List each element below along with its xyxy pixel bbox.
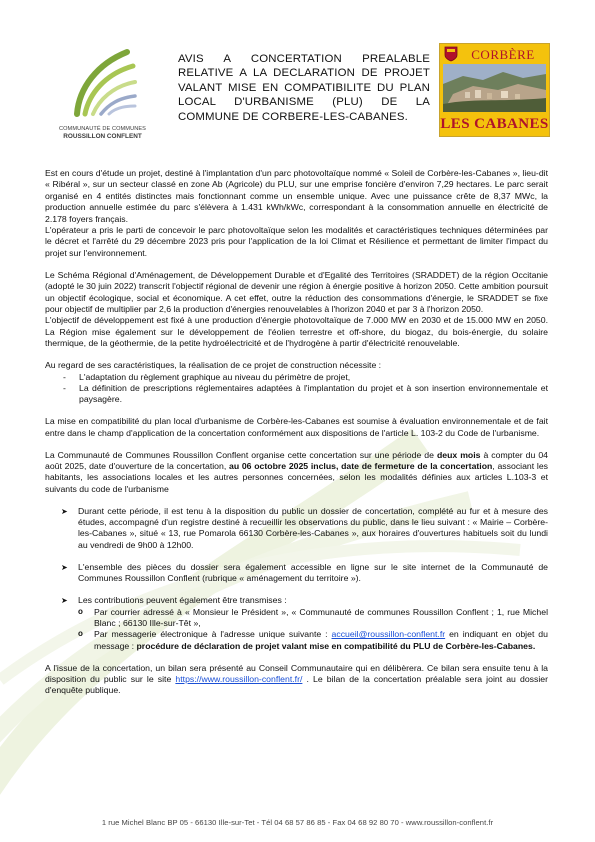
logo-top-text: CORBÈRE xyxy=(471,47,535,62)
paragraph-requirements-intro: Au regard de ses caractéristiques, la réalisation de ce projet de construction nécessite : xyxy=(45,360,382,371)
paragraph-compatibility: La mise en compatibilité du plan local d'urbanisme de Corbère-les-Cabanes est soumise à évaluation environnementale et de fait entre dans le champ d'application de la concertation conformément aux dispositions de l'article L. 103-2 du Code de l'urbanisme. xyxy=(45,416,548,438)
communaute-de-communes-logo xyxy=(55,40,150,145)
closing-date-text: au 06 octobre 2025 inclus, date de fermeture de la concertation xyxy=(228,460,493,471)
arrow-bullet-icon: ➤ xyxy=(61,506,68,516)
list-item xyxy=(45,595,548,606)
village-photo-image xyxy=(443,64,546,112)
arrow-bullet-icon: ➤ xyxy=(61,596,68,606)
paragraph-project: Est en cours d'étude un projet, destiné à l'implantation d'un parc photovoltaïque nommé « Soleil de Corbère-les-Cabanes », lieu-dit « Ribéral », sur un secteur classé en zone Ab (Agricole) du PLU, sur une emprise foncière d'environ 7,29 hectares. Le parc serait organisé en 4 entités distinctes mais fonctionnant comme un ensemble unique. Avec une puissance crête de 8,37 MWc, la production annuelle estimée du parc s'élèvera à 1.431 kWh/kWc, correspondant à la consommation annuelle en électricité de 2.178 foyers français. xyxy=(45,168,548,224)
text-span: à compter du 04 août 2025, date d'ouverture de la concertation, xyxy=(45,449,548,471)
paragraph-objectives: L'objectif de développement est fixé à une production d'énergie photovoltaïque de 7.000 MW en 2030 et de 15.000 MW en 2050. La Région mise également sur le développement de l'éolien terrestre et off-shore, du biogaz, du bois-énergie, du solaire thermique, de la géothermie, de la petite hydroélectricité et de l'hydrogène à partir d'électricité renouvelable. xyxy=(45,315,548,349)
duration-text: deux mois xyxy=(436,449,481,460)
page-title: AVIS A CONCERTATION PREALABLE RELATIVE A LA DECLARATION DE PROJET VALANT MISE EN COMPATIBILITE DU PLAN LOCAL D'URBANISME (PLU) DE LA COMMUNE DE CORBERE-LES-CABANES. xyxy=(178,53,430,123)
website-link[interactable]: https://www.roussillon-conflent.fr/ xyxy=(175,674,303,685)
email-subject-text: procédure de déclaration de projet valant mise en compatibilité du PLU de Corbère-les-Cabanes. xyxy=(136,640,536,651)
arrow-item-text: L'ensemble des pièces du dossier sera également accessible en ligne sur le site internet de la Communauté de Communes Roussillon Conflent (rubrique « aménagement du territoire »). xyxy=(78,561,548,584)
text-span: A l'issue de la concertation, un bilan sera présenté au Conseil Communautaire qui en délibèrera. Ce bilan sera ensuite tenu à la disposition du public sur le site xyxy=(45,662,548,685)
notice-body xyxy=(45,168,548,697)
email-link[interactable]: accueil@roussillon-conflent.fr xyxy=(331,629,446,640)
text-span: . Le bilan de la concertation préalable sera joint au dossier d'enquête publique. xyxy=(45,674,548,696)
paragraph-concertation-period xyxy=(45,450,548,496)
list-item: o Par courrier adressé à « Monsieur le Président », « Communauté de communes Roussillon Conflent ; 1, rue Michel Blanc ; 66130 Ille-sur-Têt », xyxy=(78,607,548,630)
paragraph-conclusion xyxy=(45,663,548,697)
logo-bottom-text: LES CABANES xyxy=(440,116,549,132)
logo-line-2: ROUSSILLON CONFLENT xyxy=(63,133,142,140)
corbere-les-cabanes-logo xyxy=(439,43,550,137)
list-item xyxy=(45,506,548,552)
list-item: - La définition de prescriptions réglementaires adaptées à l'implantation du projet et à son insertion environnementale et paysagère. xyxy=(63,383,548,406)
coat-of-arms-icon xyxy=(444,46,458,62)
arrow-item-text: Les contributions peuvent également être transmises : xyxy=(78,595,287,606)
list-item: - L'adaptation du règlement graphique au niveau du périmètre de projet, xyxy=(63,372,548,383)
text-span: , associant les habitants, les associations locales et les autres personnes concernées, selon les modalités définies aux articles L.103-3 et suivants du code de l'urbanisme xyxy=(45,460,548,494)
text-span: en indiquant en objet du message : xyxy=(94,629,548,651)
text-span: La Communauté de Communes Roussillon Conflent organise cette concertation sur une période de xyxy=(45,449,437,460)
requirements-list xyxy=(45,372,548,406)
arrow-bullet-icon: ➤ xyxy=(61,562,68,572)
arrow-item-text: Durant cette période, il est tenu à la disposition du public un dossier de concertation, complété au fur et à mesure des études, accompagné d'un registre destiné à recueillir les observations du public, dans le lieu suivant : « Mairie – Corbère-les-Cabanes », situé « 13, rue Pomarola 66130 Corbère-les-Cabanes », aux horaires d'ouvertures habituels soit du lundi au vendredi de 9h00 à 12h00. xyxy=(78,505,548,550)
logo-top-band xyxy=(440,44,549,64)
text-span: Par messagerie électronique à l'adresse unique suivante : xyxy=(94,629,332,640)
contribution-methods-list xyxy=(45,607,548,653)
logo-line-1: COMMUNAUTÉ DE COMMUNES xyxy=(58,126,147,132)
list-item xyxy=(78,629,548,652)
paragraph-operator: L'opérateur a pris le parti de concevoir le parc photovoltaïque selon les modalités et caractéristiques techniques déterminées par le décret et l'arrêté du 29 décembre 2023 pris pour l'application de la loi Climat et Résilience et permettant de limiter l'impact du projet sur l'environnement. xyxy=(45,225,548,258)
footer-address: 1 rue Michel Blanc BP 05 - 66130 Ille-sur-Tet - Tél 04 68 57 86 85 - Fax 04 68 92 80 70 - www.roussillon-conflent.fr xyxy=(101,818,494,827)
list-item xyxy=(45,562,548,585)
paragraph-sraddet: Le Schéma Régional d'Aménagement, de Développement Durable et d'Egalité des Territoires (SRADDET) de la région Occitanie (adopté le 30 juin 2022) transcrit l'objectif régional de devenir une région à énergie positive à horizon 2050. Cette ambition poursuit un objectif écologique, social et économique. A cet effet, outre la réduction des consommations d'énergie, le SRADDET se fixe pour objectif de multiplier par 2,6 la production d'énergies renouvelables à l'horizon 2040 et par 3 à l'horizon 2050. xyxy=(45,269,548,314)
swirl-logo-icon xyxy=(55,40,150,126)
